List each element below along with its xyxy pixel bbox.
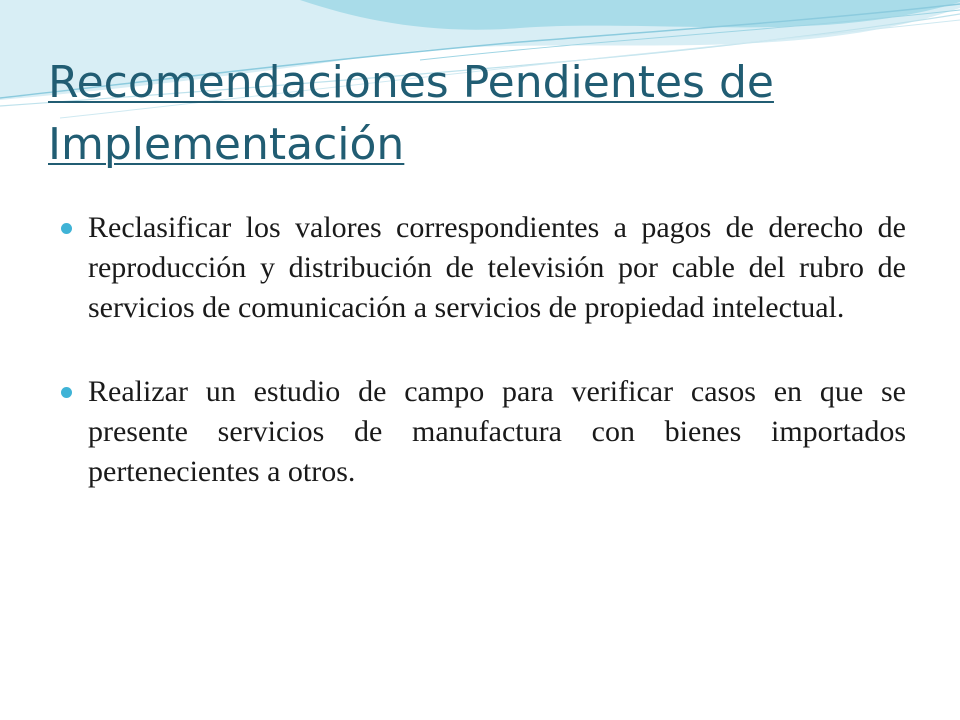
bullet-text: Realizar un estudio de campo para verificar casos en que se presente servicios de manufactura con bienes importados pertenecientes a otros.	[88, 375, 906, 488]
bullet-dot-icon	[61, 223, 72, 234]
bullet-item	[60, 208, 906, 328]
bullet-item	[60, 372, 906, 492]
bullet-dot-icon	[61, 387, 72, 398]
bullet-text: Reclasificar los valores correspondientes a pagos de derecho de reproducción y distribución de televisión por cable del rubro de servicios de comunicación a servicios de propiedad intelectual.	[88, 211, 906, 324]
bullet-list	[60, 208, 906, 536]
slide-title: Recomendaciones Pendientes de Implementación	[48, 57, 774, 170]
